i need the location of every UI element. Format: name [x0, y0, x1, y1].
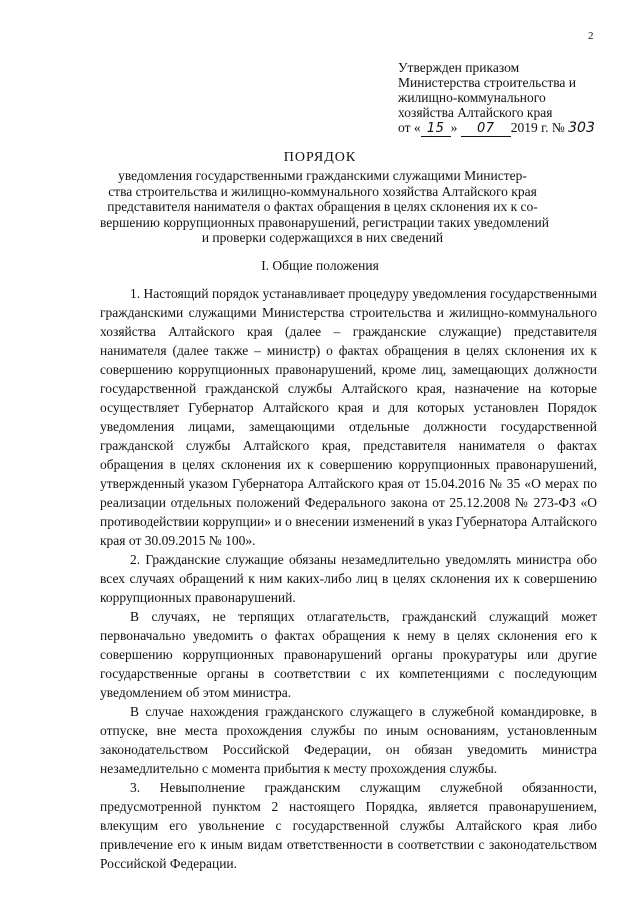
approval-line: Утвержден приказом	[398, 60, 520, 75]
approval-block	[398, 60, 628, 137]
date-year: 2019 г. №	[510, 120, 565, 135]
paragraph: 2. Гражданские служащие обязаны незамедлительно уведомлять министра обо всех случаях обращений к ним каких-либо лиц в целях склонения их к совершению коррупционных правонарушений.	[100, 552, 597, 605]
document-subtitle	[100, 168, 549, 246]
date-prefix: от «	[398, 120, 421, 135]
approval-line: жилищно-коммунального	[398, 90, 546, 105]
subtitle-line: уведомления государственными гражданскими служащими Министер-	[118, 168, 527, 183]
date-day: 15	[421, 121, 451, 137]
paragraph: В случаях, не терпящих отлагательств, гражданский служащий может первоначально уведомить о фактах обращения к нему в целях склонения его к совершению коррупционных правонарушений органы прокуратуры или другие государственные органы в соответствии с их компетенциями с последующим уведомлением об этом министра.	[100, 609, 597, 700]
section-title: I. Общие положения	[261, 258, 379, 273]
page-number: 2	[588, 30, 594, 42]
body-text	[100, 284, 597, 873]
paragraph: В случае нахождения гражданского служащего в служебной командировке, в отпуске, вне места прохождения службы по иным основаниям, установленным законодательством Российской Федерации, он обязан уведомить министра незамедлительно с момента прибытия к месту прохождения службы.	[100, 704, 597, 776]
document-title: ПОРЯДОК	[283, 150, 357, 165]
date-month: 07	[461, 121, 511, 137]
date-mid: »	[450, 120, 458, 135]
approval-date-line	[398, 120, 628, 137]
paragraph: 3. Невыполнение гражданским служащим служебной обязанности, предусмотренной пунктом 2 настоящего Порядка, является правонарушением, влекущим его увольнение с государственной службы Алтайского края либо привлечение его к иным видам ответственности в соответствии с законодательством Российской Федерации.	[100, 780, 597, 871]
subtitle-line: вершению коррупционных правонарушений, регистрации таких уведомлений	[100, 214, 549, 230]
subtitle-line: ства строительства и жилищно-коммунального хозяйства Алтайского края	[108, 183, 537, 199]
approval-line: Министерства строительства и	[398, 75, 577, 90]
subtitle-line: представителя нанимателя о фактах обращения в целях склонения их к со-	[107, 199, 538, 214]
order-number: 303	[568, 120, 595, 136]
subtitle-line: и проверки содержащихся в них сведений	[201, 230, 444, 245]
approval-line: хозяйства Алтайского края	[398, 105, 553, 120]
paragraph: 1. Настоящий порядок устанавливает процедуру уведомления государственными гражданскими служащими Министерства строительства и жилищно-коммунального хозяйства Алтайского края (далее – гражданские служащие) представителя нанимателя (далее также – министр) о фактах обращения в целях склонения их к совершению коррупционных правонарушений, кроме лиц, замещающих должности государственной гражданской службы Алтайского края, назначение на которые осуществляет Губернатор Алтайского края и для которых установлен Порядок уведомления лицами, замещающими отдельные должности государственной гражданской службы Алтайского края, представителя нанимателя о фактах обращения в целях склонения их к совершению коррупционных правонарушений, утвержденный указом Губернатора Алтайского края от 15.04.2016 № 35 «О мерах по реализации отдельных положений Федерального закона от 25.12.2008 № 273-ФЗ «О противодействии коррупции» и о внесении изменений в указ Губернатора Алтайского края от 30.09.2015 № 100».	[100, 286, 597, 548]
